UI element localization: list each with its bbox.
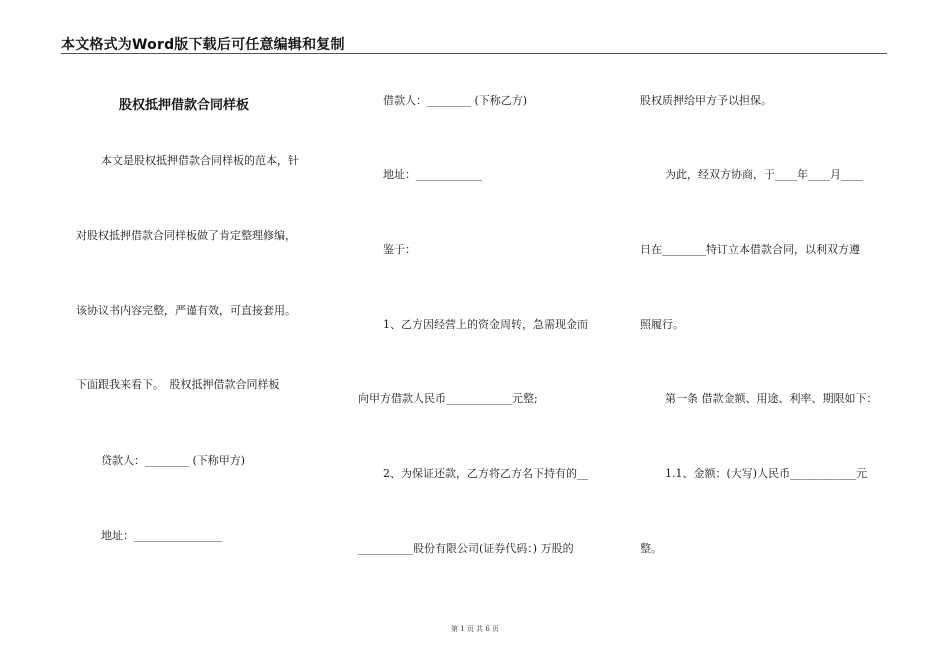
column-2-line: 地址：____________ bbox=[383, 168, 482, 181]
column-3-line: 为此，经双方协商，于____年____月____ bbox=[665, 168, 863, 181]
column-3-line: 第一条 借款金额、用途、利率、期限如下： bbox=[665, 392, 878, 405]
column-1-line: 贷款人：________ (下称甲方) bbox=[101, 454, 246, 467]
column-2-line: 1、乙方因经营上的资金周转，急需现金而 bbox=[383, 318, 588, 331]
column-1-line: 该协议书内容完整，严谨有效，可直接套用。 bbox=[76, 304, 296, 317]
header-divider bbox=[61, 53, 887, 54]
column-3-line: 照履行。 bbox=[640, 318, 684, 331]
page-header-title: 本文格式为Word版下载后可任意编辑和复制 bbox=[61, 37, 345, 53]
column-1-line: 地址：________________ bbox=[101, 529, 222, 542]
column-1-line: 下面跟我来看下。 股权抵押借款合同样板 bbox=[76, 378, 280, 391]
column-3-line: 整。 bbox=[640, 542, 662, 555]
column-3-line: 1.1、金额：(大写)人民币____________元 bbox=[665, 467, 868, 480]
column-1-line: 对股权抵押借款合同样板做了肯定整理修编， bbox=[76, 229, 296, 242]
column-2-line: 2、为保证还款，乙方将乙方名下持有的__ bbox=[383, 467, 588, 480]
column-2-line: 向甲方借款人民币____________元整; bbox=[358, 392, 538, 405]
document-title: 股权抵押借款合同样板 bbox=[119, 98, 250, 113]
page-number: 第 1 页 共 6 页 bbox=[450, 625, 500, 633]
column-3-line: 股权质押给甲方予以担保。 bbox=[640, 94, 772, 107]
column-3-line: 日在________特订立本借款合同，以利双方遵 bbox=[640, 243, 860, 256]
column-2-line: __________股份有限公司(证券代码：) 万股的 bbox=[358, 542, 574, 555]
column-2-line: 鉴于： bbox=[383, 243, 416, 256]
column-2-line: 借款人：________ (下称乙方) bbox=[383, 94, 528, 107]
column-1-line: 本文是股权抵押借款合同样板的范本，针 bbox=[101, 154, 299, 167]
